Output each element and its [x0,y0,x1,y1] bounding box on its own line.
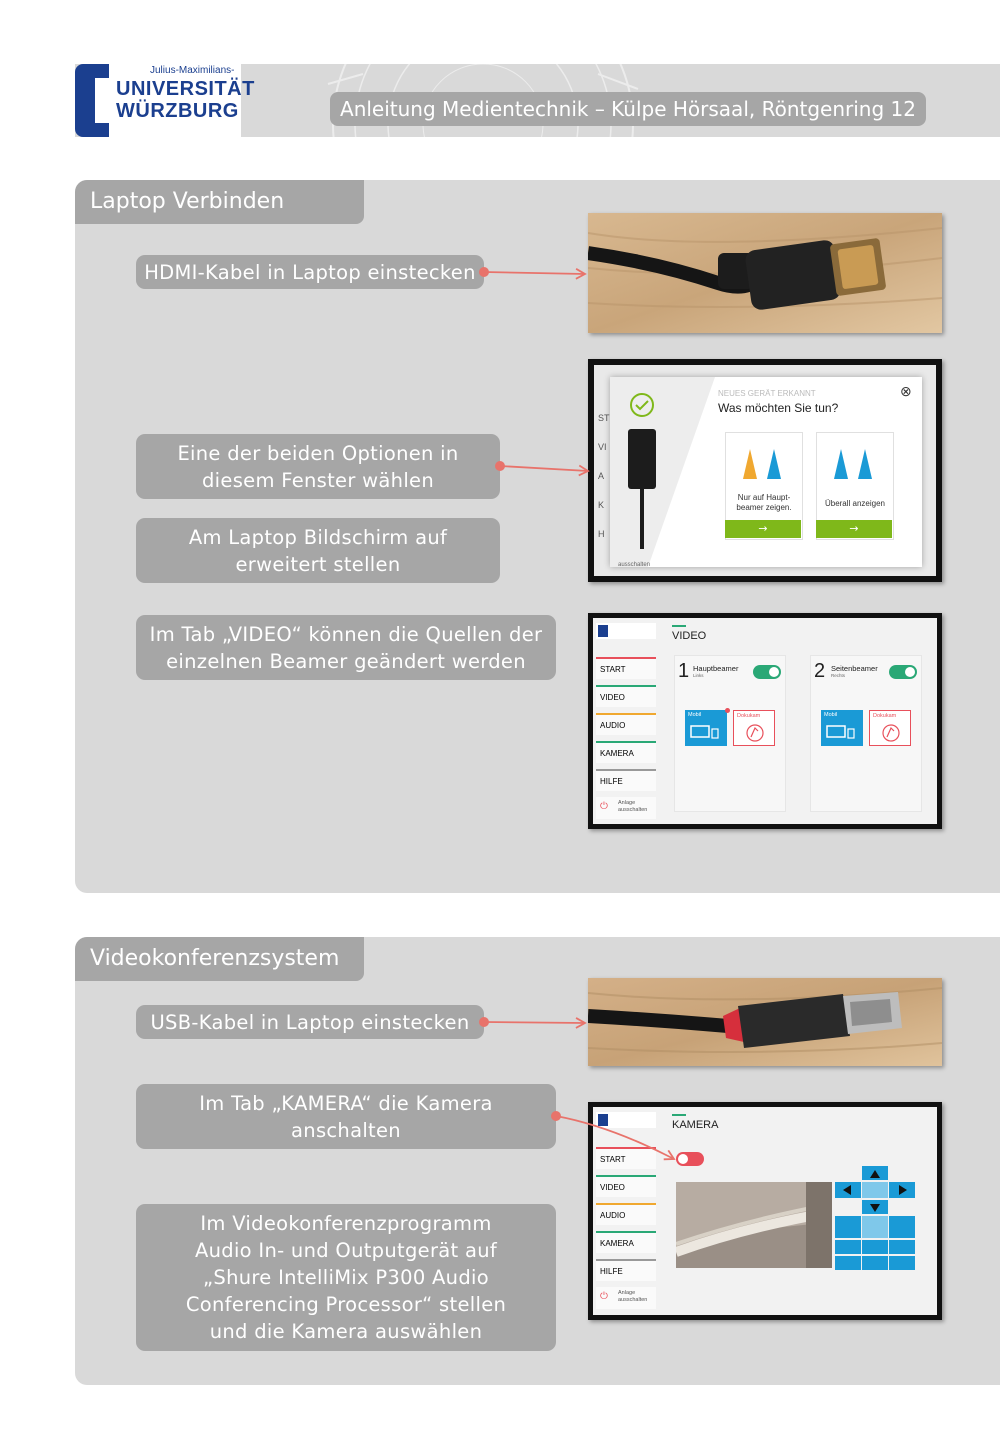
logo-small-text: Julius-Maximilians- [150,65,235,76]
document-camera-icon [881,723,901,743]
preset-button-3[interactable] [889,1240,915,1254]
sidebar-item-video[interactable]: VIDEO [596,1175,656,1197]
step-videoconference-settings: Im Videokonferenzprogramm Audio In- und Outputgerät auf „Shure IntelliMix P300 Audio Conferencing Processor“ stellen und die Kamera auswählen [136,1204,556,1351]
source-mobil-button[interactable]: Mobil [685,710,727,746]
sidebar-item-hilfe[interactable]: HILFE [596,1259,656,1281]
beamer-card-main: 1 Hauptbeamer Links Mobil Dokukam [674,655,786,812]
laptop-tablet-icon [689,724,723,742]
logo-line-2: WÜRZBURG [116,100,239,122]
preset-button-6[interactable] [889,1256,915,1270]
section-title-laptop: Laptop Verbinden [75,180,364,224]
beamer2-toggle[interactable] [889,665,917,679]
pan-right-button[interactable] [889,1182,915,1198]
touchpanel-dialog-screenshot: ST VI A K H NEUES GERÄT ERKANNT Was möchten Sie tun? ⊗ Nur auf Haupt- beamer zeigen. → Überall anzeigen → ausschalten [588,359,942,582]
beamer-icon [831,449,879,483]
step-video-tab: Im Tab „VIDEO“ können die Quellen der einzelnen Beamer geändert werden [136,615,556,680]
power-icon: ⏻ [600,1291,608,1302]
touchpanel-camera-screenshot [588,1102,942,1320]
sidebar-item-kamera[interactable]: KAMERA [596,1231,656,1253]
beamer-card-side: 2 Seitenbeamer Rechts Mobil Dokukam [810,655,922,812]
dialog-window [610,377,922,567]
source-dokukam-button[interactable]: Dokukam [869,710,911,746]
preset-button-4[interactable] [835,1256,861,1270]
hdmi-plug-icon [624,429,660,549]
shutdown-button[interactable]: ⏻ Anlage ausschalten [596,1287,656,1309]
tilt-up-button[interactable] [862,1166,888,1180]
university-logo-icon [75,64,109,137]
camera-power-toggle[interactable] [676,1152,704,1166]
option-everywhere-confirm-button[interactable]: → [816,520,892,538]
beamer-icon [740,449,788,483]
shutdown-button[interactable]: ⏻ Anlage ausschalten [596,797,656,819]
touchpanel-video-screenshot [588,613,942,829]
tilt-down-button[interactable] [862,1200,888,1214]
source-dokukam-button[interactable]: Dokukam [733,710,775,746]
ptz-center [862,1182,888,1198]
usb-cable-photo [588,978,942,1066]
kamera-tab-title: KAMERA [672,1119,719,1131]
power-icon: ⏻ [600,801,608,812]
sidebar-item-audio[interactable]: AUDIO [596,713,656,735]
panel-logo [596,623,656,639]
step-extend-display: Am Laptop Bildschirm auf erweitert stellen [136,518,500,583]
step-usb: USB-Kabel in Laptop einstecken [136,1005,484,1039]
preset-button-1[interactable] [835,1240,861,1254]
zoom-out-button[interactable] [835,1216,861,1238]
step-camera-on: Im Tab „KAMERA“ die Kamera anschalten [136,1084,556,1149]
ptz-blank [862,1216,888,1238]
beamer1-toggle[interactable] [753,665,781,679]
camera-preview-image [676,1182,832,1268]
step-hdmi: HDMI-Kabel in Laptop einstecken [136,255,484,289]
laptop-tablet-icon [825,724,859,742]
video-tab-title: VIDEO [672,630,707,642]
source-mobil-button[interactable]: Mobil [821,710,863,746]
logo-line-1: UNIVERSITÄT [116,78,255,100]
close-icon[interactable]: ⊗ [900,383,912,399]
step-choose-option: Eine der beiden Optionen in diesem Fenster wählen [136,434,500,499]
dialog-eyebrow: NEUES GERÄT ERKANNT [718,389,816,398]
dialog-question: Was möchten Sie tun? [718,401,839,415]
sidebar-item-hilfe[interactable]: HILFE [596,769,656,791]
option-main-confirm-button[interactable]: → [725,520,801,538]
preset-button-2[interactable] [862,1240,888,1254]
check-circle-icon [628,391,656,419]
sidebar-item-video[interactable]: VIDEO [596,685,656,707]
document-title: Anleitung Medientechnik – Külpe Hörsaal, Röntgenring 12 [330,92,926,126]
option-main-beamer[interactable]: Nur auf Haupt- beamer zeigen. [725,432,803,540]
document-camera-icon [745,723,765,743]
sidebar-item-start[interactable]: START [596,1147,656,1169]
dialog-sidebar-partial: ST VI A K H [598,413,610,539]
pan-left-button[interactable] [835,1182,861,1198]
panel-logo [596,1112,656,1128]
zoom-in-button[interactable] [889,1216,915,1238]
option-show-everywhere[interactable]: Überall anzeigen [816,432,894,540]
sidebar-item-start[interactable]: START [596,657,656,679]
preset-button-5[interactable] [862,1256,888,1270]
sidebar-item-audio[interactable]: AUDIO [596,1203,656,1225]
hdmi-cable-photo [588,213,942,333]
sidebar-item-kamera[interactable]: KAMERA [596,741,656,763]
section-title-videoconference: Videokonferenzsystem [75,937,364,981]
